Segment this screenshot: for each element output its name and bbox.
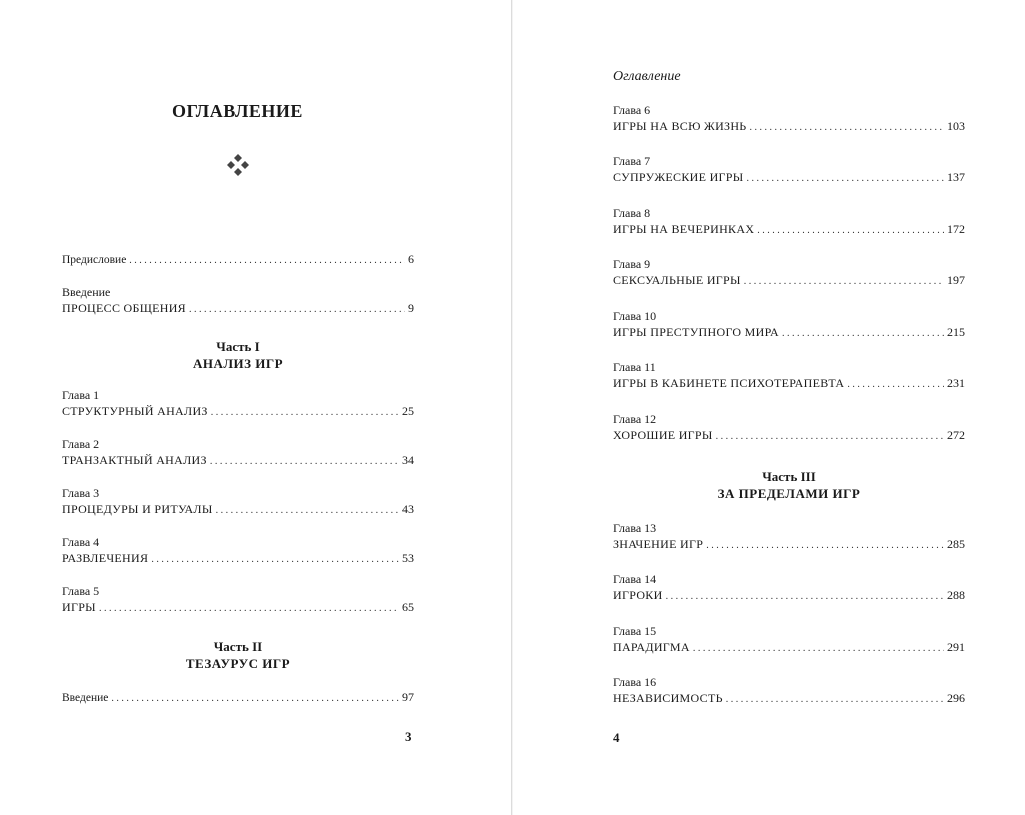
- four-diamond-ornament-icon: [226, 153, 250, 177]
- toc-entry-chapter[interactable]: [613, 674, 965, 708]
- toc-entry-chapter[interactable]: [62, 583, 414, 617]
- entry-page-number: 288: [947, 588, 965, 602]
- dot-leader: [750, 118, 944, 136]
- dot-leader: [757, 221, 944, 239]
- entry-title: ПАРАДИГМА: [613, 640, 690, 654]
- entry-title: ТРАНЗАКТНЫЙ АНАЛИЗ: [62, 453, 207, 467]
- toc-entry-chapter[interactable]: [613, 623, 965, 657]
- entry-label: Глава 14: [613, 572, 657, 586]
- entry-page-number: 97: [402, 690, 414, 704]
- toc-entry-chapter[interactable]: [613, 153, 965, 187]
- part-label: Часть III: [762, 469, 816, 484]
- entry-label: Глава 4: [62, 535, 100, 549]
- dot-leader: [726, 690, 944, 708]
- entry-title: РАЗВЛЕЧЕНИЯ: [62, 551, 149, 565]
- entry-page-number: 215: [947, 325, 965, 339]
- dot-leader: [747, 169, 944, 187]
- part-heading-1: [62, 338, 414, 372]
- entry-title: СТРУКТУРНЫЙ АНАЛИЗ: [62, 404, 208, 418]
- entry-label: Глава 11: [613, 360, 656, 374]
- toc-entry-chapter[interactable]: [62, 485, 414, 519]
- dot-leader: [129, 251, 405, 269]
- entry-page-number: 291: [947, 640, 965, 654]
- toc-heading: ОГЛАВЛЕНИЕ: [172, 101, 303, 121]
- toc-entry-chapter[interactable]: [613, 411, 965, 445]
- part-heading-3: [613, 468, 965, 502]
- dot-leader: [782, 324, 944, 342]
- entry-label: Глава 8: [613, 206, 651, 220]
- entry-page-number: 296: [947, 691, 965, 705]
- toc-entry-part2-intro[interactable]: [62, 689, 414, 707]
- entry-title: ИГРЫ ПРЕСТУПНОГО МИРА: [613, 325, 779, 339]
- dot-leader: [189, 300, 405, 318]
- dot-leader: [111, 689, 399, 707]
- entry-page-number: 53: [402, 551, 414, 565]
- dot-leader: [847, 375, 944, 393]
- part-title: ТЕЗАУРУС ИГР: [185, 656, 291, 671]
- entry-title: СУПРУЖЕСКИЕ ИГРЫ: [613, 170, 744, 184]
- dot-leader: [666, 587, 944, 605]
- entry-title: ИГРЫ НА ВЕЧЕРИНКАХ: [613, 222, 755, 236]
- entry-page-number: 43: [402, 502, 414, 516]
- toc-entry-chapter[interactable]: [62, 436, 414, 470]
- entry-title: ИГРЫ В КАБИНЕТЕ ПСИХОТЕРАПЕВТА: [613, 376, 845, 390]
- entry-title: Введение: [62, 692, 109, 704]
- entry-page-number: 272: [947, 428, 965, 442]
- entry-page-number: 197: [947, 273, 965, 287]
- entry-page-number: 231: [947, 376, 965, 390]
- entry-label: Глава 13: [613, 521, 657, 535]
- toc-entry-chapter[interactable]: [613, 359, 965, 393]
- entry-label: Глава 3: [62, 486, 100, 500]
- entry-title: ПРОЦЕСС ОБЩЕНИЯ: [62, 301, 186, 315]
- part-label: Часть I: [216, 339, 260, 354]
- left-page: [0, 0, 512, 815]
- running-head: Оглавление: [613, 69, 681, 84]
- entry-label: Глава 9: [613, 257, 651, 271]
- part-title: ЗА ПРЕДЕЛАМИ ИГР: [717, 486, 861, 501]
- entry-label: Глава 16: [613, 675, 657, 689]
- entry-label: Глава 10: [613, 309, 657, 323]
- part-heading-2: [62, 638, 414, 672]
- entry-label: Глава 7: [613, 154, 651, 168]
- entry-label: Глава 15: [613, 624, 657, 638]
- entry-label: Введение: [62, 285, 111, 299]
- entry-page-number: 137: [947, 170, 965, 184]
- dot-leader: [216, 501, 399, 519]
- entry-title: ИГРОКИ: [613, 588, 663, 602]
- toc-entry-chapter[interactable]: [62, 387, 414, 421]
- entry-label: Глава 6: [613, 103, 651, 117]
- toc-entry-chapter[interactable]: [613, 256, 965, 290]
- entry-page-number: 285: [947, 537, 965, 551]
- dot-leader: [210, 452, 399, 470]
- page-number-right: 4: [613, 730, 620, 745]
- entry-label: Глава 12: [613, 412, 657, 426]
- page-number-left: 3: [405, 729, 412, 744]
- entry-page-number: 172: [947, 222, 965, 236]
- part-label: Часть II: [213, 639, 263, 654]
- entry-title: Предисловие: [62, 254, 127, 266]
- right-page: [513, 0, 1025, 815]
- dot-leader: [151, 550, 399, 568]
- entry-title: ХОРОШИЕ ИГРЫ: [613, 428, 713, 442]
- toc-entry-chapter[interactable]: [62, 534, 414, 568]
- toc-entry-chapter[interactable]: [613, 205, 965, 239]
- entry-page-number: 6: [408, 252, 414, 266]
- toc-entry-intro[interactable]: [62, 284, 414, 318]
- dot-leader: [99, 599, 399, 617]
- entry-title: ПРОЦЕДУРЫ И РИТУАЛЫ: [62, 502, 213, 516]
- entry-title: ИГРЫ: [62, 600, 96, 614]
- entry-label: Глава 5: [62, 584, 100, 598]
- entry-page-number: 65: [402, 600, 414, 614]
- dot-leader: [693, 639, 944, 657]
- toc-entry-chapter[interactable]: [613, 308, 965, 342]
- entry-page-number: 34: [402, 453, 414, 467]
- part-title: АНАЛИЗ ИГР: [192, 356, 284, 371]
- entry-page-number: 103: [947, 119, 965, 133]
- dot-leader: [706, 536, 944, 554]
- toc-entry-chapter[interactable]: [613, 571, 965, 605]
- entry-page-number: 25: [402, 404, 414, 418]
- entry-title: СЕКСУАЛЬНЫЕ ИГРЫ: [613, 273, 741, 287]
- dot-leader: [716, 427, 944, 445]
- dot-leader: [211, 403, 399, 421]
- entry-title: НЕЗАВИСИМОСТЬ: [613, 691, 723, 705]
- entry-page-number: 9: [408, 301, 414, 315]
- toc-entry-chapter[interactable]: [613, 520, 965, 554]
- dot-leader: [744, 272, 944, 290]
- entry-label: Глава 1: [62, 388, 100, 402]
- toc-entry-chapter[interactable]: [613, 102, 965, 136]
- entry-title: ЗНАЧЕНИЕ ИГР: [613, 537, 704, 551]
- entry-label: Глава 2: [62, 437, 100, 451]
- entry-title: ИГРЫ НА ВСЮ ЖИЗНЬ: [613, 119, 747, 133]
- toc-entry-preface[interactable]: [62, 251, 414, 269]
